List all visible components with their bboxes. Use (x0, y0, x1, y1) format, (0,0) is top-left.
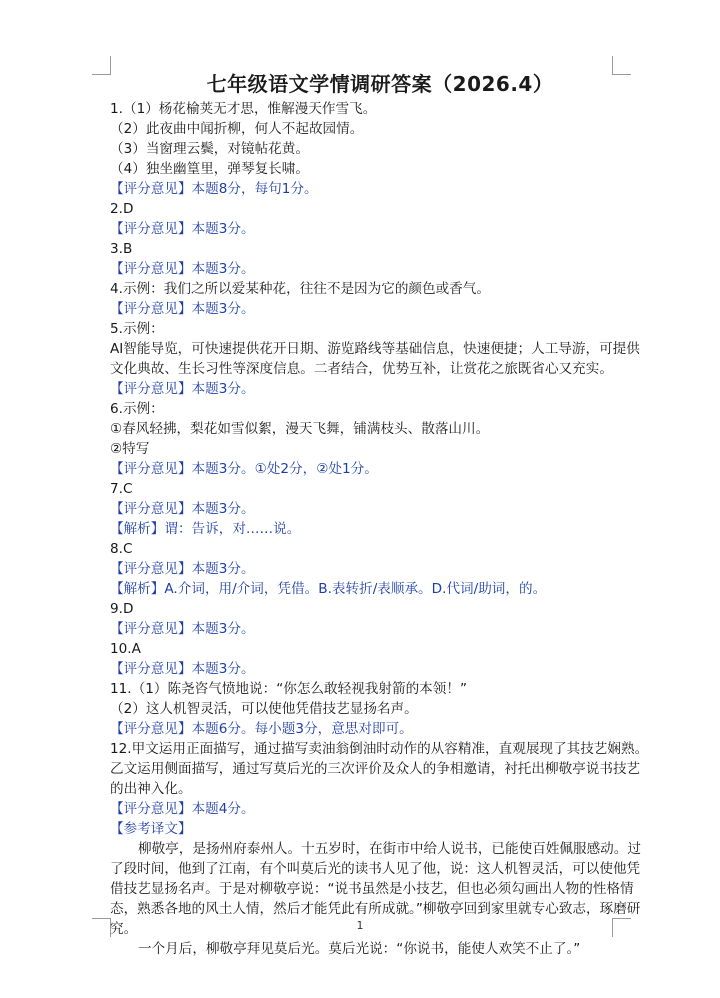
answer-line: （2）这人机智灵活，可以使他凭借技艺显扬名声。 (110, 701, 418, 717)
answer-line: 10.A (110, 641, 141, 657)
answer-line: 1.（1）杨花榆荚无才思，惟解漫天作雪飞。 (110, 101, 377, 117)
answer-line: 3.B (110, 241, 133, 257)
answer-line: 8.C (110, 541, 133, 557)
grading-note: 【评分意见】本题3分。 (110, 301, 255, 317)
answer-line: 12.甲文运用正面描写，通过描写卖油翁倒油时动作的从容精准，直观展现了其技艺娴熟。乙文运用侧面描写，通过写莫后光的三次评价及众人的争相邀请，衬托出柳敬亭说书技艺的出神入化。 (110, 741, 649, 797)
grading-note: 【评分意见】本题6分。每小题3分，意思对即可。 (110, 721, 413, 737)
grading-note: 【评分意见】本题3分。 (110, 261, 255, 277)
document-page (110, 70, 650, 959)
page-number: 1 (356, 919, 364, 932)
answer-line: （4）独坐幽篁里，弹琴复长啸。 (110, 161, 309, 177)
grading-note: 【评分意见】本题3分。 (110, 621, 255, 637)
grading-note: 【评分意见】本题8分，每句1分。 (110, 181, 318, 197)
grading-note: 【评分意见】本题3分。 (110, 501, 255, 517)
answer-body (110, 99, 650, 959)
answer-line: 7.C (110, 481, 133, 497)
grading-note: 【评分意见】本题3分。 (110, 561, 255, 577)
grading-note: 【解析】A.介词，用/介词，凭借。B.表转折/表顺承。D.代词/助词，的。 (110, 581, 547, 597)
grading-note: 【评分意见】本题3分。①处2分，②处1分。 (110, 461, 378, 477)
answer-line: 柳敬亭，是扬州府泰州人。十五岁时，在街市中给人说书，已能使百姓佩服感动。过了段时间，他到了江南，有个叫莫后光的读书人见了他，说：这人机智灵活，可以使他凭借技艺显扬名声。于是对柳敬亭说：“说书虽然是小技艺，但也必须勾画出人物的性格情态，熟悉各地的风土人情，然后才能凭此有所成就。”柳敬亭回到家里就专心致志，琢磨研究。 (110, 841, 641, 937)
answer-line: 6.示例： (110, 401, 164, 417)
grading-note: 【评分意见】本题3分。 (110, 221, 255, 237)
grading-note: 【评分意见】本题3分。 (110, 661, 255, 677)
answer-line: （2）此夜曲中闻折柳，何人不起故园情。 (110, 121, 364, 137)
answer-line: （3）当窗理云鬓，对镜帖花黄。 (110, 141, 309, 157)
grading-note: 【评分意见】本题3分。 (110, 381, 255, 397)
answer-line: 11.（1）陈尧咨气愤地说：“你怎么敢轻视我射箭的本领！” (110, 681, 468, 697)
answer-line: ①春风轻拂，梨花如雪似絮，漫天飞舞，铺满枝头、散落山川。 (110, 421, 490, 437)
answer-line: 一个月后，柳敬亭拜见莫后光。莫后光说：“你说书，能使人欢笑不止了。” (138, 941, 581, 957)
grading-note: 【评分意见】本题4分。 (110, 801, 255, 817)
answer-line: AI智能导览，可快速提供花开日期、游览路线等基础信息，快速便捷；人工导游，可提供文化典故、生长习性等深度信息。二者结合，优势互补，让赏花之旅既省心又充实。 (110, 341, 640, 377)
answer-line: 2.D (110, 201, 134, 217)
answer-line: ②特写 (110, 441, 150, 457)
grading-note: 【参考译文】 (110, 821, 192, 837)
answer-line: 4.示例：我们之所以爱某种花，往往不是因为它的颜色或香气。 (110, 281, 490, 297)
crop-mark-top-left (92, 56, 111, 75)
document-title: 七年级语文学情调研答案（2026.4） (206, 72, 554, 96)
grading-note: 【解析】谓：告诉，对……说。 (110, 521, 301, 537)
answer-line: 5.示例： (110, 321, 164, 337)
answer-line: 9.D (110, 601, 134, 617)
